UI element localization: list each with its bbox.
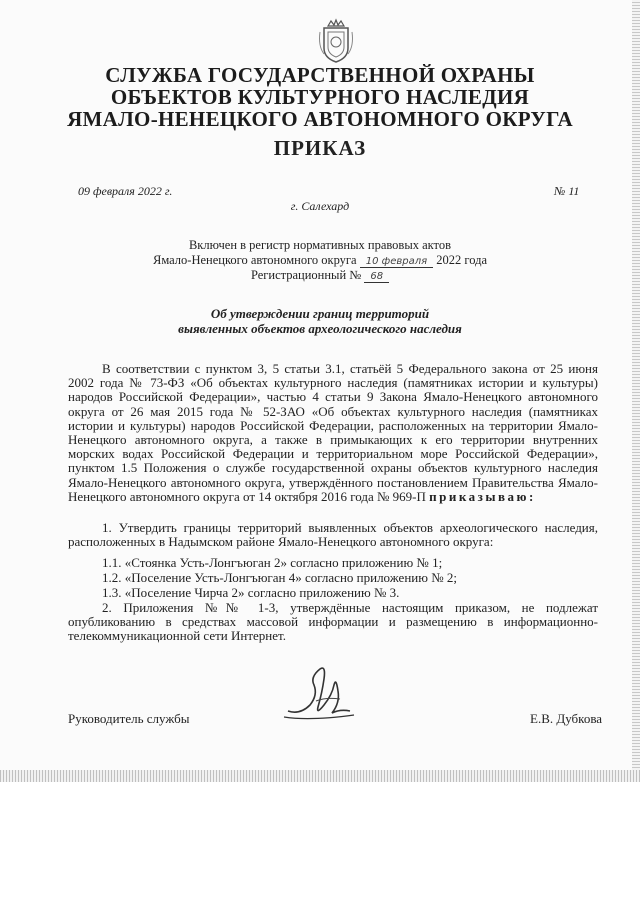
order-number: № 11 [554,184,580,198]
registration-region: Ямало-Ненецкого автономного округа [152,253,357,267]
order-word: приказываю: [429,488,536,504]
signatory-role: Руководитель службы [68,711,190,726]
preamble-text: В соответствии с пунктом 3, 5 статьи 3.1, статьёй 5 Федерального закона от 25 июня 2002 года № 73-ФЗ «Об объектах культурного наследия (памятниках истории и культуры) народов Российской Федерации», частью 4 статьи 9 Закона Ямало-Ненецкого автономного округа от 26 мая 2015 года № 52-ЗАО «Об объектах культурного наследия (памятниках истории и культуры) народов Российской Федерации, расположенных на территории Ямало-Ненецкого автономного округа, а также в примыкающих к его территории внутренних морских водах Российской Федерации и территориальном море Российской Федерации», пунктом 1.5 Положения о службе государственной охраны объектов культурного наследия Ямало-Ненецкого автономного округа, утверждённого постановлением Правительства Ямало-Ненецкого автономного округа от 14 октября 2016 года № 969-П [68,361,598,504]
document-type: ПРИКАЗ [273,136,367,160]
org-title-line2: ОБЪЕКТОВ КУЛЬТУРНОГО НАСЛЕДИЯ [110,85,530,109]
point-2: 2. Приложения №№ 1-3, утверждённые настоящим приказом, не подлежат опубликованию в средствах массовой информации и размещению в информационно-телекоммуникационной сети Интернет. [68,600,598,644]
point-1-3: 1.3. «Поселение Чирча 2» согласно приложению № 3. [102,585,400,600]
registration-number-label: Регистрационный № [250,268,362,282]
point-1-2: 1.2. «Поселение Усть-Лонгъюган 4» согласно приложению № 2; [102,570,457,585]
registration-line1: Включен в регистр нормативных правовых актов [188,238,452,252]
scan-edge-bottom [0,770,640,782]
registration-date-handwritten: 10 февраля [360,256,433,268]
registration-year: 2022 года [436,253,487,267]
subject-line1: Об утверждении границ территорий [210,306,430,321]
registration-line2 [0,253,640,268]
signature [280,655,360,730]
scan-edge-right [632,0,640,780]
org-title-line3: ЯМАЛО-НЕНЕЦКОГО АВТОНОМНОГО ОКРУГА [67,107,573,131]
registration-number-handwritten: 68 [364,271,389,283]
subject-line2: выявленных объектов археологического наследия [178,321,462,336]
coat-of-arms-emblem [316,18,356,64]
signatory-name: Е.В. Дубкова [530,711,603,726]
order-date: 09 февраля 2022 г. [78,184,173,198]
registration-line3 [0,268,640,283]
point-1-1: 1.1. «Стоянка Усть-Лонгъюган 2» согласно приложению № 1; [102,555,443,570]
org-title-line1: СЛУЖБА ГОСУДАРСТВЕННОЙ ОХРАНЫ [105,63,535,87]
point-1: 1. Утвердить границы территорий выявленных объектов археологического наследия, расположенных в Надымском районе Ямало-Ненецкого автономного округа: [68,520,598,550]
order-city: г. Салехард [290,199,350,213]
preamble-paragraph [68,362,598,504]
